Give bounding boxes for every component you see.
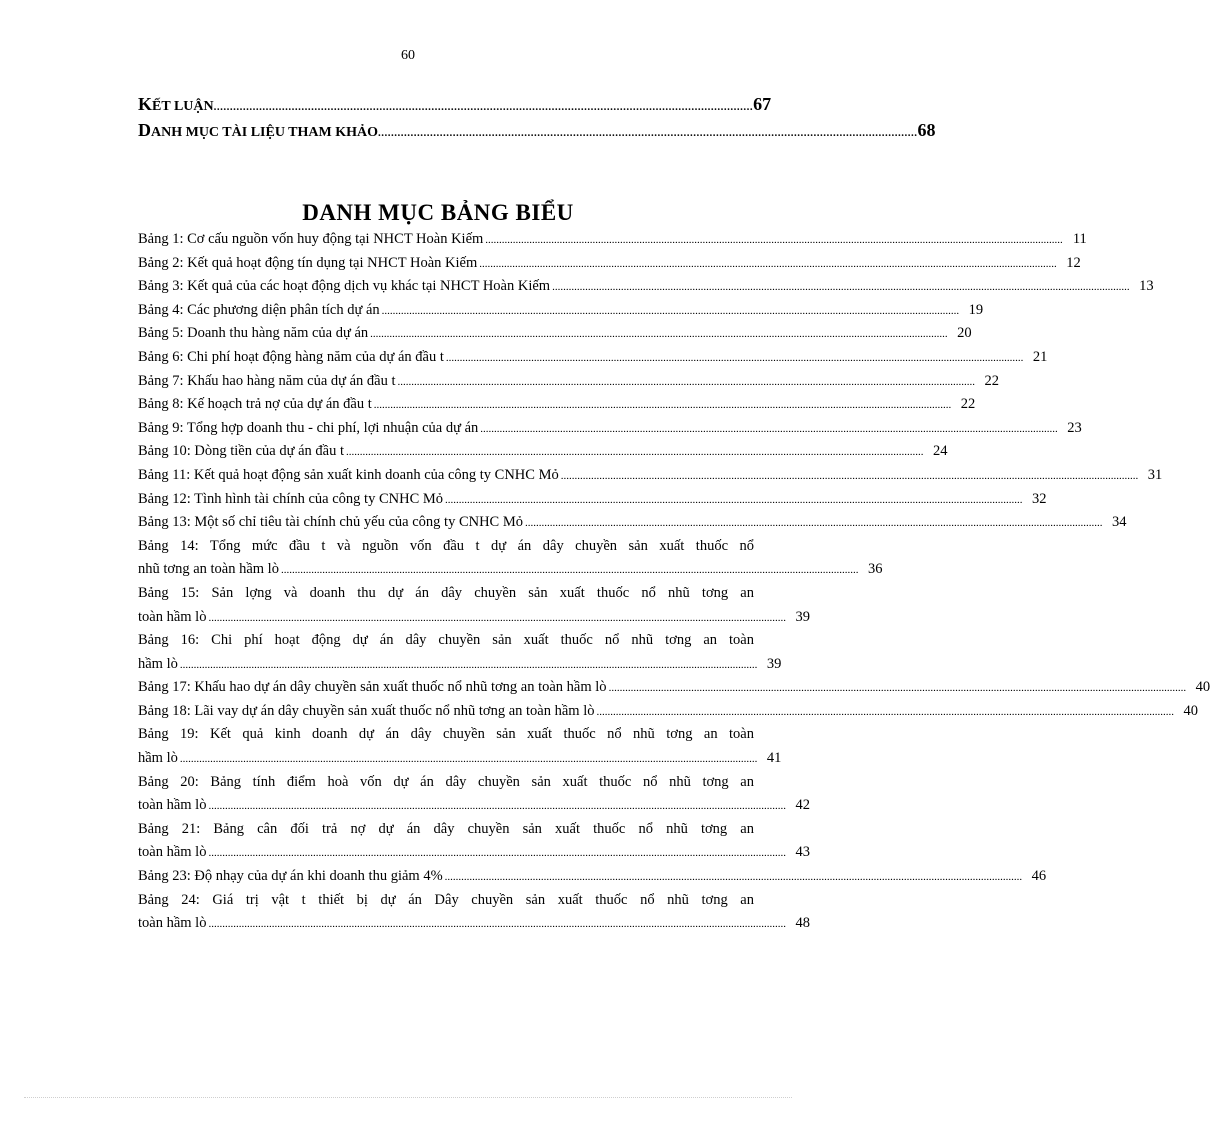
dot-leader: ..................................................................................................................................................................................................................: [445, 351, 1024, 364]
table-entry-page: 20: [957, 325, 972, 342]
table-entry-line: [138, 912, 810, 936]
table-entry-title: Bảng 8: Kế hoạch trả nợ của dự án đầu t: [138, 396, 372, 413]
table-entry-title: hầm lò: [138, 655, 178, 672]
table-entry[interactable]: [138, 228, 1087, 252]
table-entry-title: Bảng 1: Cơ cấu nguồn vốn huy động tại NHCT Hoàn Kiếm: [138, 231, 484, 247]
table-entry-page: 31: [1147, 466, 1163, 483]
dot-leader: ..................................................................................................................................................................................................................: [280, 564, 859, 577]
table-entry[interactable]: [138, 275, 1154, 299]
table-entry-line: [138, 653, 782, 677]
table-entry-title: Bảng 9: Tổng hợp doanh thu - chi phí, lợi nhuận của dự án: [138, 419, 479, 436]
table-entry-page: 12: [1066, 254, 1081, 271]
table-entry-line: [138, 747, 782, 771]
table-entry-page: 41: [766, 750, 782, 767]
dot-leader: ..................................................................................................................................................................................................................: [208, 611, 786, 624]
table-entry[interactable]: [138, 322, 972, 346]
dot-leader: ..................................................................................................................................................................................................................: [444, 871, 1023, 884]
table-entry-title: Bảng 23: Độ nhạy của dự án khi doanh thu giảm 4%: [138, 868, 443, 885]
table-entry-page: 19: [968, 301, 984, 318]
table-entry[interactable]: [138, 417, 1082, 441]
table-entry[interactable]: [138, 865, 1047, 889]
dot-leader: ..................................................................................................................................................................................................................: [397, 375, 976, 388]
dot-leader: ..................................................................................................................................................................................................................: [485, 234, 1063, 246]
table-entry-line: [138, 818, 754, 842]
table-entry-page: 21: [1032, 348, 1048, 365]
table-entry[interactable]: [138, 676, 1210, 700]
table-entry-title: toàn hầm lò: [138, 844, 207, 861]
table-entry-title: Bảng 7: Khấu hao hàng năm của dự án đầu t: [138, 372, 396, 389]
dot-leader: ..................................................................................................................................................................................................................: [208, 847, 786, 860]
table-entry[interactable]: [138, 700, 1198, 724]
table-entry-title: Bảng 4: Các phương diện phân tích dự án: [138, 301, 380, 318]
table-entry-page: 39: [795, 608, 810, 625]
dot-leader: ..................................................................................................................................................................................................................: [480, 422, 1058, 435]
table-entry-title: Bảng 12: Tình hình tài chính của công ty CNHC Mỏ: [138, 490, 444, 507]
table-entry-page: 11: [1072, 231, 1087, 247]
dot-leader: ..................................................................................................................................................................................................................: [345, 446, 924, 459]
table-entry[interactable]: [138, 440, 948, 464]
table-entry-line: [138, 582, 754, 606]
toc-label-initial: D: [138, 120, 151, 140]
table-entry-title: Bảng 6: Chi phí hoạt động hàng năm của dự án đầu t: [138, 348, 444, 365]
table-entry-title: Bảng 24: Giá trị vật t thiết bị dự án Dây chuyền sản xuất thuốc nổ nhũ tơng an: [138, 891, 754, 908]
table-entry-title: hầm lò: [138, 750, 178, 767]
table-entry-page: 46: [1031, 868, 1047, 885]
table-entry-line: [138, 275, 1154, 299]
table-entry-title: Bảng 2: Kết quả hoạt động tín dụng tại NHCT Hoàn Kiếm: [138, 254, 478, 271]
table-entry-title: toàn hầm lò: [138, 608, 207, 625]
table-entry-line: [138, 723, 754, 747]
table-entry-title: Bảng 3: Kết quả của các hoạt động dịch vụ khác tại NHCT Hoàn Kiếm: [138, 278, 551, 295]
table-entry-title: Bảng 18: Lãi vay dự án dây chuyền sản xuất thuốc nổ nhũ tơng an toàn hầm lò: [138, 702, 595, 719]
table-entry[interactable]: [138, 252, 1081, 276]
table-entry[interactable]: [138, 299, 984, 323]
table-entry-title: Bảng 10: Dòng tiền của dự án đầu t: [138, 443, 344, 460]
dot-leader: ..................................................................................................................................................................................................................: [445, 493, 1023, 506]
toc-label: ANH MỤC TÀI LIỆU THAM KHẢO: [151, 125, 379, 140]
table-entry-title: Bảng 16: Chi phí hoạt động dự án dây chuyền sản xuất thuốc nổ nhũ tơng an toàn: [138, 632, 754, 649]
toc-item-references[interactable]: [138, 120, 936, 146]
table-entry-page: 13: [1139, 278, 1154, 295]
table-entry-line: [138, 393, 976, 417]
table-entry[interactable]: [138, 818, 810, 865]
table-entry-title: toàn hầm lò: [138, 797, 207, 814]
table-entry-page: 22: [960, 396, 976, 413]
table-entry[interactable]: [138, 723, 782, 770]
table-entry-title: Bảng 21: Bảng cân đối trả nợ dự án dây chuyền sản xuất thuốc nổ nhũ tơng an: [138, 820, 754, 837]
dot-leader: ..................................................................................................................................................................................................................: [179, 753, 758, 766]
dot-leader: ..................................................................................................................................................................................................................: [370, 328, 948, 341]
table-entry[interactable]: [138, 511, 1127, 535]
table-entry-line: [138, 629, 754, 653]
table-entry-line: [138, 606, 810, 630]
table-entry-title: Bảng 17: Khấu hao dự án dây chuyền sản xuất thuốc nổ nhũ tơng an toàn hầm lò: [138, 679, 607, 696]
toc-page: 68: [917, 120, 936, 140]
table-entry-line: [138, 322, 972, 346]
table-entry-line: [138, 488, 1047, 512]
table-entry-line: [138, 535, 754, 559]
table-entry-title: Bảng 20: Bảng tính điểm hoà vốn dự án dây chuyền sản xuất thuốc nổ nhũ tơng an: [138, 773, 754, 790]
dot-leader: ..................................................................................................................................................................................................................: [596, 705, 1174, 718]
table-entry-line: [138, 228, 1087, 252]
table-entry[interactable]: [138, 393, 976, 417]
table-entry-line: [138, 889, 754, 913]
table-entry-line: [138, 299, 984, 323]
dot-leader: ..................................................................................................................................................................................................................: [608, 682, 1187, 695]
table-entry-title: Bảng 19: Kết quả kinh doanh dự án dây chuyền sản xuất thuốc nổ nhũ tơng an toàn: [138, 726, 754, 743]
table-entry-page: 34: [1112, 514, 1127, 531]
table-entry-page: 32: [1032, 490, 1047, 507]
table-entry-page: 36: [867, 561, 883, 578]
table-entry-line: [138, 511, 1127, 535]
dot-leader: ..................................................................................................................................................................................................................: [381, 304, 960, 317]
toc-label-initial: K: [138, 94, 153, 114]
toc-item-conclusion[interactable]: [138, 94, 772, 120]
table-entry[interactable]: [138, 771, 810, 818]
table-entry-title: toàn hầm lò: [138, 915, 207, 932]
table-entry-page: 23: [1067, 419, 1082, 436]
table-entry-line: [138, 558, 883, 582]
table-entry[interactable]: [138, 535, 883, 582]
dot-leader: ..................................................................................................................................................................................................................: [552, 281, 1130, 294]
section-title: DANH MỤC BẢNG BIỂU: [302, 200, 574, 225]
table-entry-line: [138, 464, 1163, 488]
table-entry-page: 22: [984, 372, 1000, 389]
table-entry-line: [138, 771, 754, 795]
table-entry-title: Bảng 13: Một số chỉ tiêu tài chính chủ yếu của công ty CNHC Mỏ: [138, 514, 524, 531]
dot-leader: ..................................................................................................................................................................................................................: [479, 257, 1057, 270]
table-entry[interactable]: [138, 582, 810, 629]
table-entry-line: [138, 252, 1081, 276]
table-entry[interactable]: [138, 889, 810, 936]
dot-leader: ..................................................................................................................................................................................................................: [208, 800, 786, 813]
table-entry[interactable]: [138, 629, 782, 676]
table-entry-line: [138, 676, 1210, 700]
table-entry-page: 24: [932, 443, 948, 460]
table-entry-line: [138, 346, 1048, 370]
dot-leader: ......................................................................................................................................................................: [378, 127, 918, 139]
dot-leader: ..................................................................................................................................................................................................................: [373, 399, 952, 412]
table-entry[interactable]: [138, 488, 1047, 512]
table-entry[interactable]: [138, 464, 1163, 488]
table-entry-page: 42: [795, 797, 810, 814]
table-entry-line: [138, 417, 1082, 441]
toc-label: ẾT LUẬN: [152, 99, 214, 114]
table-entry-page: 39: [766, 655, 782, 672]
dot-leader: ......................................................................................................................................................................: [213, 101, 754, 113]
table-entry[interactable]: [138, 346, 1048, 370]
table-entry-page: 43: [795, 844, 810, 861]
table-entry-title: Bảng 11: Kết quả hoạt động sản xuất kinh doanh của công ty CNHC Mỏ: [138, 466, 559, 483]
table-entry-page: 40: [1195, 679, 1210, 696]
table-entry-line: [138, 865, 1047, 889]
page-border: [24, 1097, 792, 1098]
table-entry-title: Bảng 15: Sản lợng và doanh thu dự án dây chuyền sản xuất thuốc nổ nhũ tơng an: [138, 584, 754, 601]
dot-leader: ..................................................................................................................................................................................................................: [208, 918, 786, 931]
table-entry-page: 48: [795, 915, 810, 932]
table-entry[interactable]: [138, 370, 1000, 394]
table-entry-page: 40: [1183, 702, 1198, 719]
toc-page: 67: [753, 94, 772, 114]
table-entry-line: [138, 440, 948, 464]
table-entry-title: Bảng 5: Doanh thu hàng năm của dự án: [138, 325, 369, 342]
table-entry-title: nhũ tơng an toàn hầm lò: [138, 561, 279, 578]
dot-leader: ..................................................................................................................................................................................................................: [179, 658, 758, 671]
table-entry-title: Bảng 14: Tổng mức đầu t và nguồn vốn đầu t dự án dây chuyền sản xuất thuốc nổ: [138, 537, 754, 554]
page-number: 60: [401, 48, 415, 63]
toc-main: [138, 94, 936, 146]
dot-leader: ..................................................................................................................................................................................................................: [525, 517, 1103, 530]
table-entry-line: [138, 794, 810, 818]
dot-leader: ..................................................................................................................................................................................................................: [560, 469, 1139, 482]
table-list: [138, 228, 1210, 936]
table-entry-line: [138, 700, 1198, 724]
table-entry-line: [138, 841, 810, 865]
table-entry-line: [138, 370, 1000, 394]
